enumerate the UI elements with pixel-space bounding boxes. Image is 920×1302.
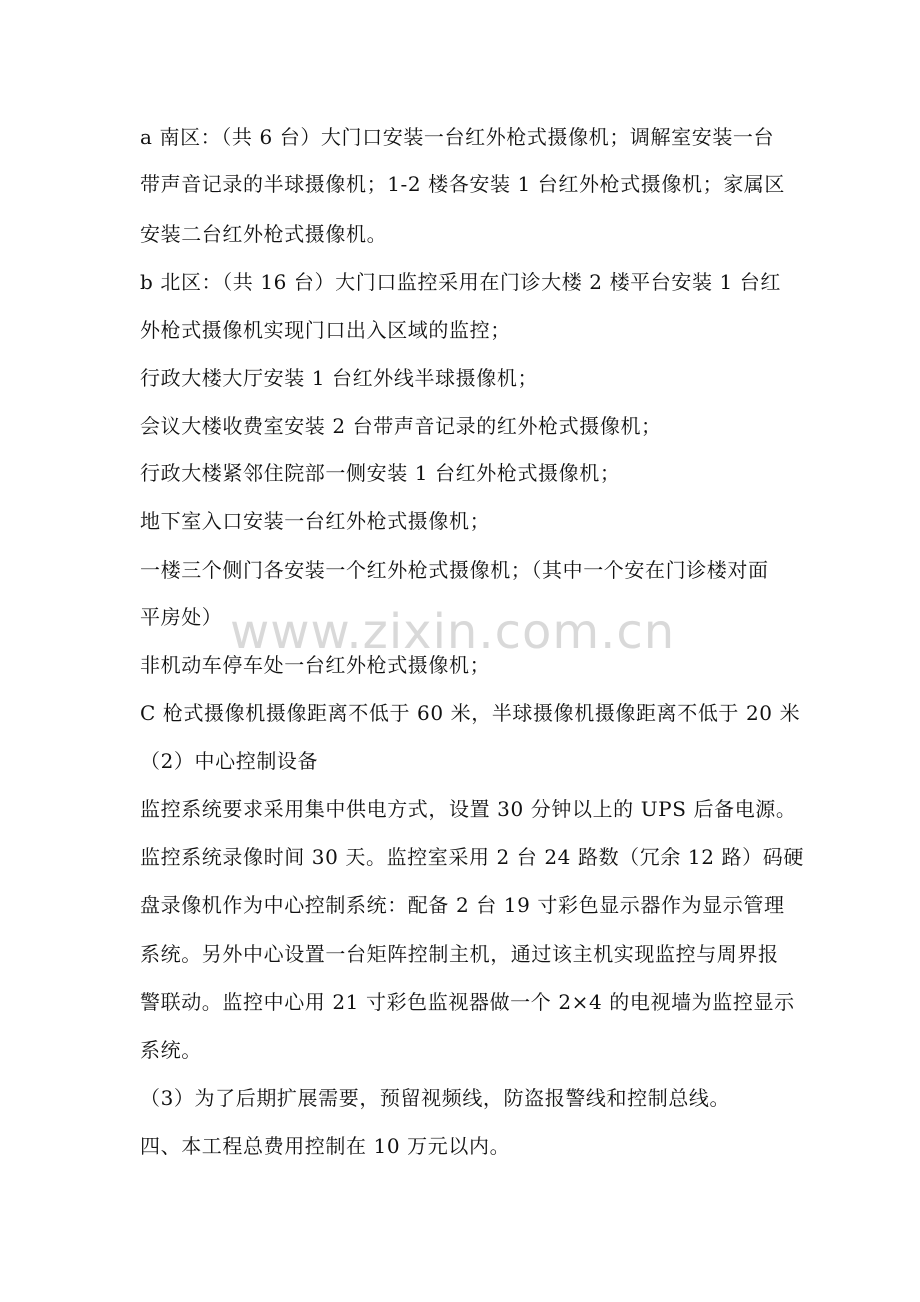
- watermark: www.zixin.com.cn: [230, 604, 676, 660]
- text-line: 警联动。监控中心用 21 寸彩色监视器做一个 2×4 的电视墙为监控显示: [140, 990, 795, 1014]
- text-line: 带声音记录的半球摄像机；1-2 楼各安装 1 台红外枪式摄像机；家属区: [140, 172, 786, 196]
- text-line: 监控系统录像时间 30 天。监控室采用 2 台 24 路数（冗余 12 路）码硬: [140, 845, 804, 869]
- text-line: C 枪式摄像机摄像距离不低于 60 米，半球摄像机摄像距离不低于 20 米: [140, 701, 801, 725]
- text-line: 平房处）: [140, 605, 223, 629]
- text-line: 安装二台红外枪式摄像机。: [140, 222, 388, 246]
- text-line: 盘录像机作为中心控制系统：配备 2 台 19 寸彩色显示器作为显示管理: [140, 893, 785, 917]
- text-line: 地下室入口安装一台红外枪式摄像机；: [140, 509, 491, 533]
- text-line: 监控系统要求采用集中供电方式，设置 30 分钟以上的 UPS 后备电源。: [140, 797, 797, 821]
- text-line: 一楼三个侧门各安装一个红外枪式摄像机；（其中一个安在门诊楼对面: [140, 558, 769, 582]
- section-heading: 四、本工程总费用控制在 10 万元以内。: [140, 1134, 511, 1158]
- section-heading: （3）为了后期扩展需要，预留视频线，防盗报警线和控制总线。: [140, 1086, 731, 1110]
- text-line: 会议大楼收费室安装 2 台带声音记录的红外枪式摄像机；: [140, 414, 662, 438]
- text-line: a 南区：（共 6 台）大门口安装一台红外枪式摄像机；调解室安装一台: [140, 125, 775, 149]
- text-line: 系统。另外中心设置一台矩阵控制主机，通过该主机实现监控与周界报: [140, 942, 779, 966]
- text-line: 行政大楼大厅安装 1 台红外线半球摄像机；: [140, 366, 539, 390]
- text-line: 系统。: [140, 1038, 202, 1062]
- text-line: 非机动车停车处一台红外枪式摄像机；: [140, 653, 491, 677]
- text-line: 外枪式摄像机实现门口出入区域的监控；: [140, 318, 511, 342]
- section-heading: （2）中心控制设备: [140, 749, 319, 773]
- text-line: 行政大楼紧邻住院部一侧安装 1 台红外枪式摄像机；: [140, 461, 621, 485]
- text-line: b 北区：（共 16 台）大门口监控采用在门诊大楼 2 楼平台安装 1 台红: [140, 270, 782, 294]
